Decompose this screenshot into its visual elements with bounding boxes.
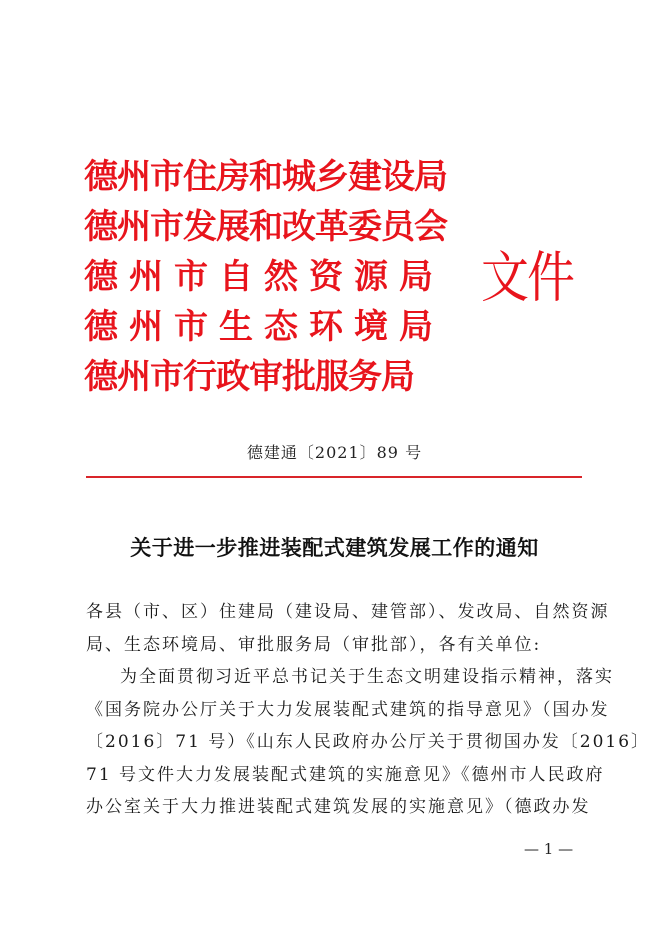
document-label: 文件 bbox=[481, 245, 574, 311]
paragraph-line: 71 号文件大力发展装配式建筑的实施意见》《德州市人民政府 bbox=[86, 764, 605, 785]
agency-development-reform: 德州市发展和改革委员会 bbox=[84, 207, 447, 247]
recipient-line: 各县（市、区）住建局（建设局、建管部）、发改局、自然资源 bbox=[86, 602, 610, 622]
issuing-agencies bbox=[84, 152, 479, 402]
agency-administrative-approval: 德州市行政审批服务局 bbox=[84, 357, 414, 397]
paragraph-line: 办公室关于大力推进装配式建筑发展的实施意见》（德政办发 bbox=[86, 797, 591, 817]
paragraph-line: 《国务院办公厅关于大力发展装配式建筑的指导意见》（国办发 bbox=[86, 699, 610, 720]
page-number: — 1 — bbox=[524, 840, 574, 858]
red-divider-line bbox=[86, 476, 582, 478]
paragraph-line: 〔2016〕71 号）《山东人民政府办公厅关于贯彻国办发〔2016〕 bbox=[86, 732, 651, 752]
document-title: 关于进一步推进装配式建筑发展工作的通知 bbox=[130, 536, 539, 560]
recipient-line: 局、生态环境局、审批服务局（审批部），各有关单位: bbox=[86, 634, 542, 655]
agency-natural-resources: 德州市自然资源局 bbox=[84, 257, 444, 297]
agency-ecology-environment: 德州市生态环境局 bbox=[84, 307, 444, 347]
document-body bbox=[86, 596, 651, 824]
paragraph-line: 为全面贯彻习近平总书记关于生态文明建设指示精神，落实 bbox=[120, 667, 614, 687]
document-number: 德建通〔2021〕89 号 bbox=[246, 443, 423, 462]
agency-housing-construction: 德州市住房和城乡建设局 bbox=[84, 157, 447, 197]
